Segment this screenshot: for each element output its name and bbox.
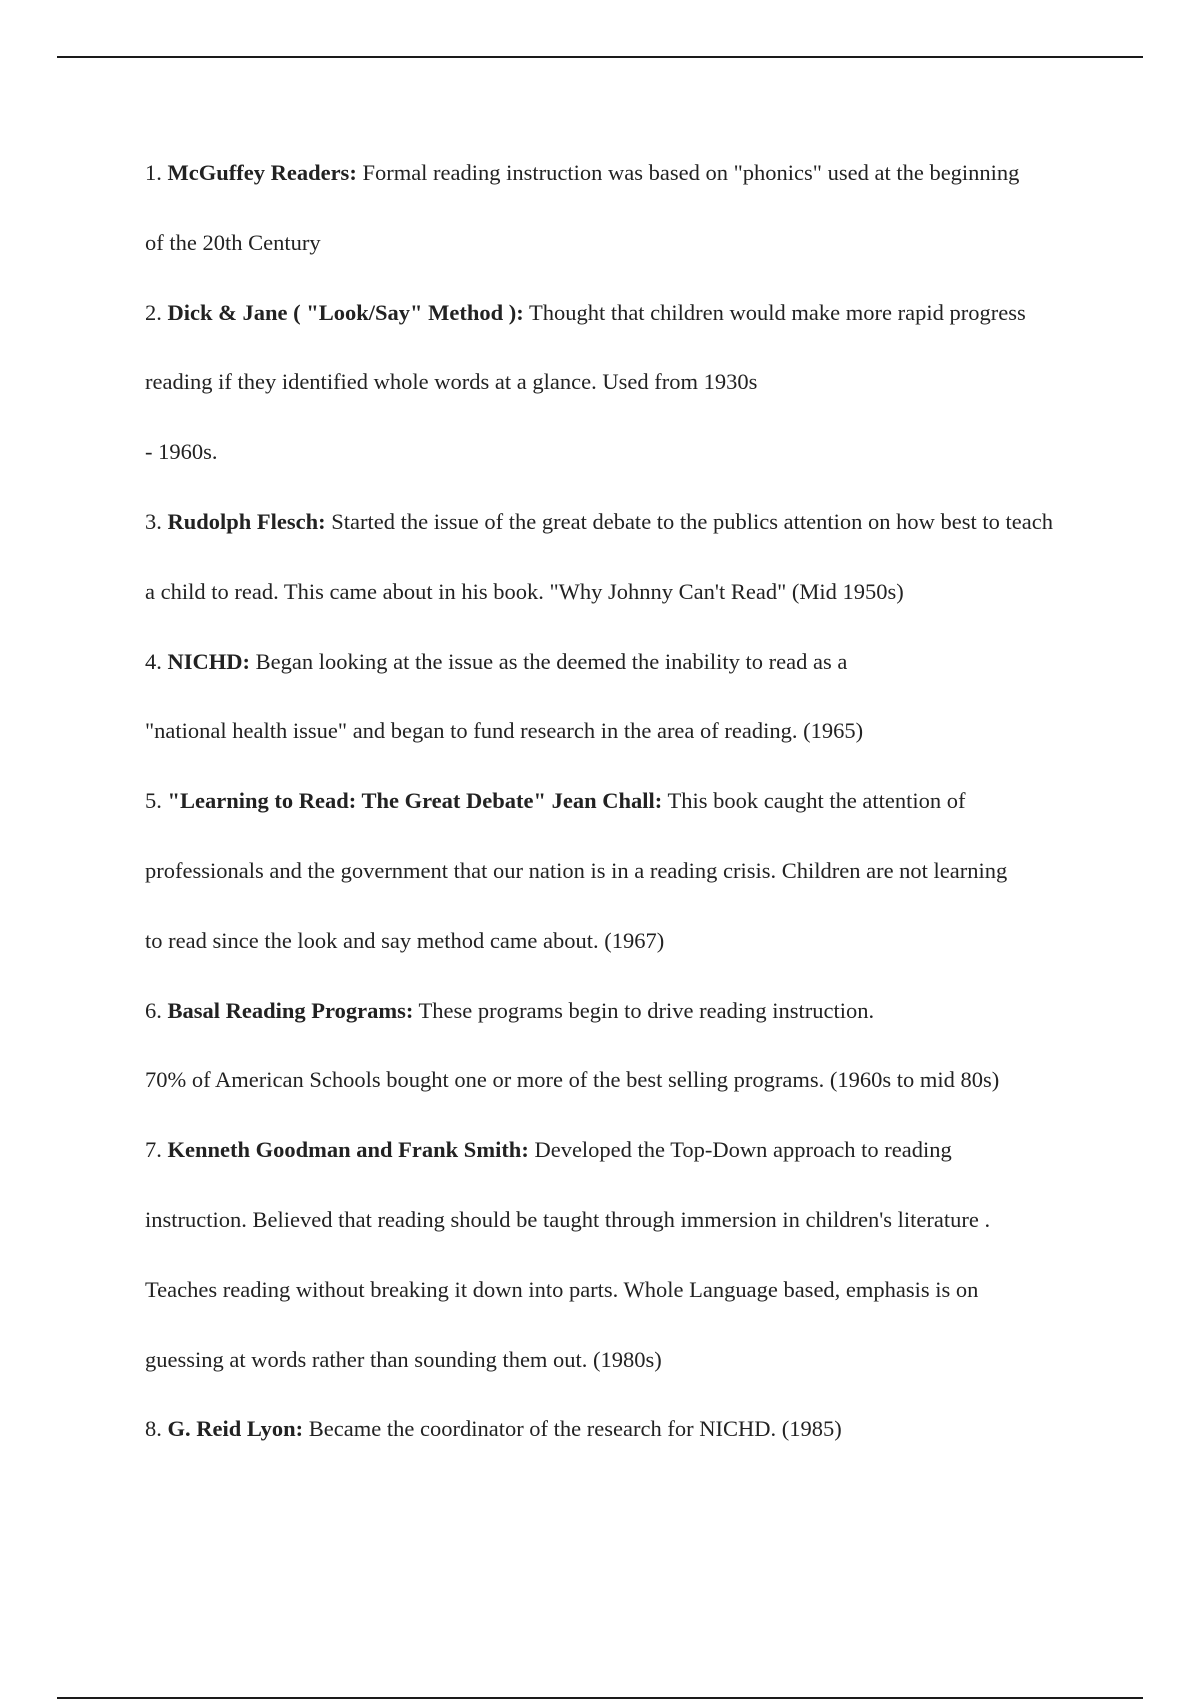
item-number: 2. (145, 299, 168, 325)
item-text: reading if they identified whole words at a glance. Used from 1930s (145, 369, 758, 395)
item-number: 5. (145, 788, 168, 814)
item-text: Began looking at the issue as the deemed the inability to read as a (250, 648, 848, 674)
list-item-line (145, 1325, 1095, 1395)
item-text: 70% of American Schools bought one or more of the best selling programs. (1960s to mid 80s) (145, 1067, 1000, 1093)
list-item-line (145, 696, 1095, 766)
item-number: 6. (145, 997, 168, 1023)
item-text: This book caught the attention of (662, 788, 966, 814)
item-term: G. Reid Lyon: (167, 1416, 304, 1442)
item-number: 8. (145, 1416, 168, 1442)
list-item-line (145, 487, 1095, 557)
item-text: a child to read. This came about in his book. "Why Johnny Can't Read" (Mid 1950s) (145, 578, 904, 604)
list-item-line (145, 557, 1095, 627)
item-number: 1. (145, 160, 168, 185)
list-item-line (145, 1185, 1095, 1255)
item-text: to read since the look and say method came about. (1967) (145, 927, 665, 953)
item-text: professionals and the government that our nation is in a reading crisis. Children are not learning (145, 857, 1008, 883)
top-divider (57, 56, 1143, 58)
item-term: Rudolph Flesch: (167, 508, 326, 534)
item-text: Teaches reading without breaking it down into parts. Whole Language based, emphasis is on (145, 1276, 979, 1302)
list-item-line (145, 208, 1095, 278)
item-term: NICHD: (167, 648, 250, 674)
item-text: "national health issue" and began to fund research in the area of reading. (1965) (145, 718, 864, 744)
item-text: These programs begin to drive reading instruction. (413, 997, 875, 1023)
list-item-line (145, 976, 1095, 1046)
list-item-line (145, 906, 1095, 976)
item-text: Thought that children would make more rapid progress (523, 299, 1026, 325)
list-item-line (145, 766, 1095, 836)
item-term: "Learning to Read: The Great Debate" Jean Chall: (167, 788, 663, 814)
list-item-line (145, 278, 1095, 348)
list-item-line (145, 417, 1095, 487)
list-item-line (145, 1255, 1095, 1325)
list-item-line (145, 138, 1095, 208)
item-text: of the 20th Century (145, 229, 321, 255)
bottom-divider (57, 1697, 1143, 1699)
item-number: 7. (145, 1137, 168, 1163)
item-number: 3. (145, 508, 168, 534)
item-text: - 1960s. (145, 439, 218, 465)
list-item-line (145, 836, 1095, 906)
item-term: Dick & Jane ( "Look/Say" Method ): (167, 299, 524, 325)
document-body (145, 138, 1095, 1464)
list-item-line (145, 1045, 1095, 1115)
item-text: Started the issue of the great debate to the publics attention on how best to teach (325, 508, 1053, 534)
item-term: McGuffey Readers: (167, 160, 357, 185)
item-text: Became the coordinator of the research for NICHD. (1985) (303, 1416, 842, 1442)
item-text: instruction. Believed that reading should be taught through immersion in children's literature . (145, 1206, 991, 1232)
list-item-line (145, 1394, 1095, 1464)
list-item-line (145, 627, 1095, 697)
list-item-line (145, 1115, 1095, 1185)
item-number: 4. (145, 648, 168, 674)
item-term: Kenneth Goodman and Frank Smith: (167, 1137, 529, 1163)
item-text: Developed the Top-Down approach to reading (528, 1137, 952, 1163)
item-text: Formal reading instruction was based on "phonics" used at the beginning (356, 160, 1020, 185)
list-item-line (145, 347, 1095, 417)
item-term: Basal Reading Programs: (167, 997, 414, 1023)
item-text: guessing at words rather than sounding them out. (1980s) (145, 1346, 662, 1372)
